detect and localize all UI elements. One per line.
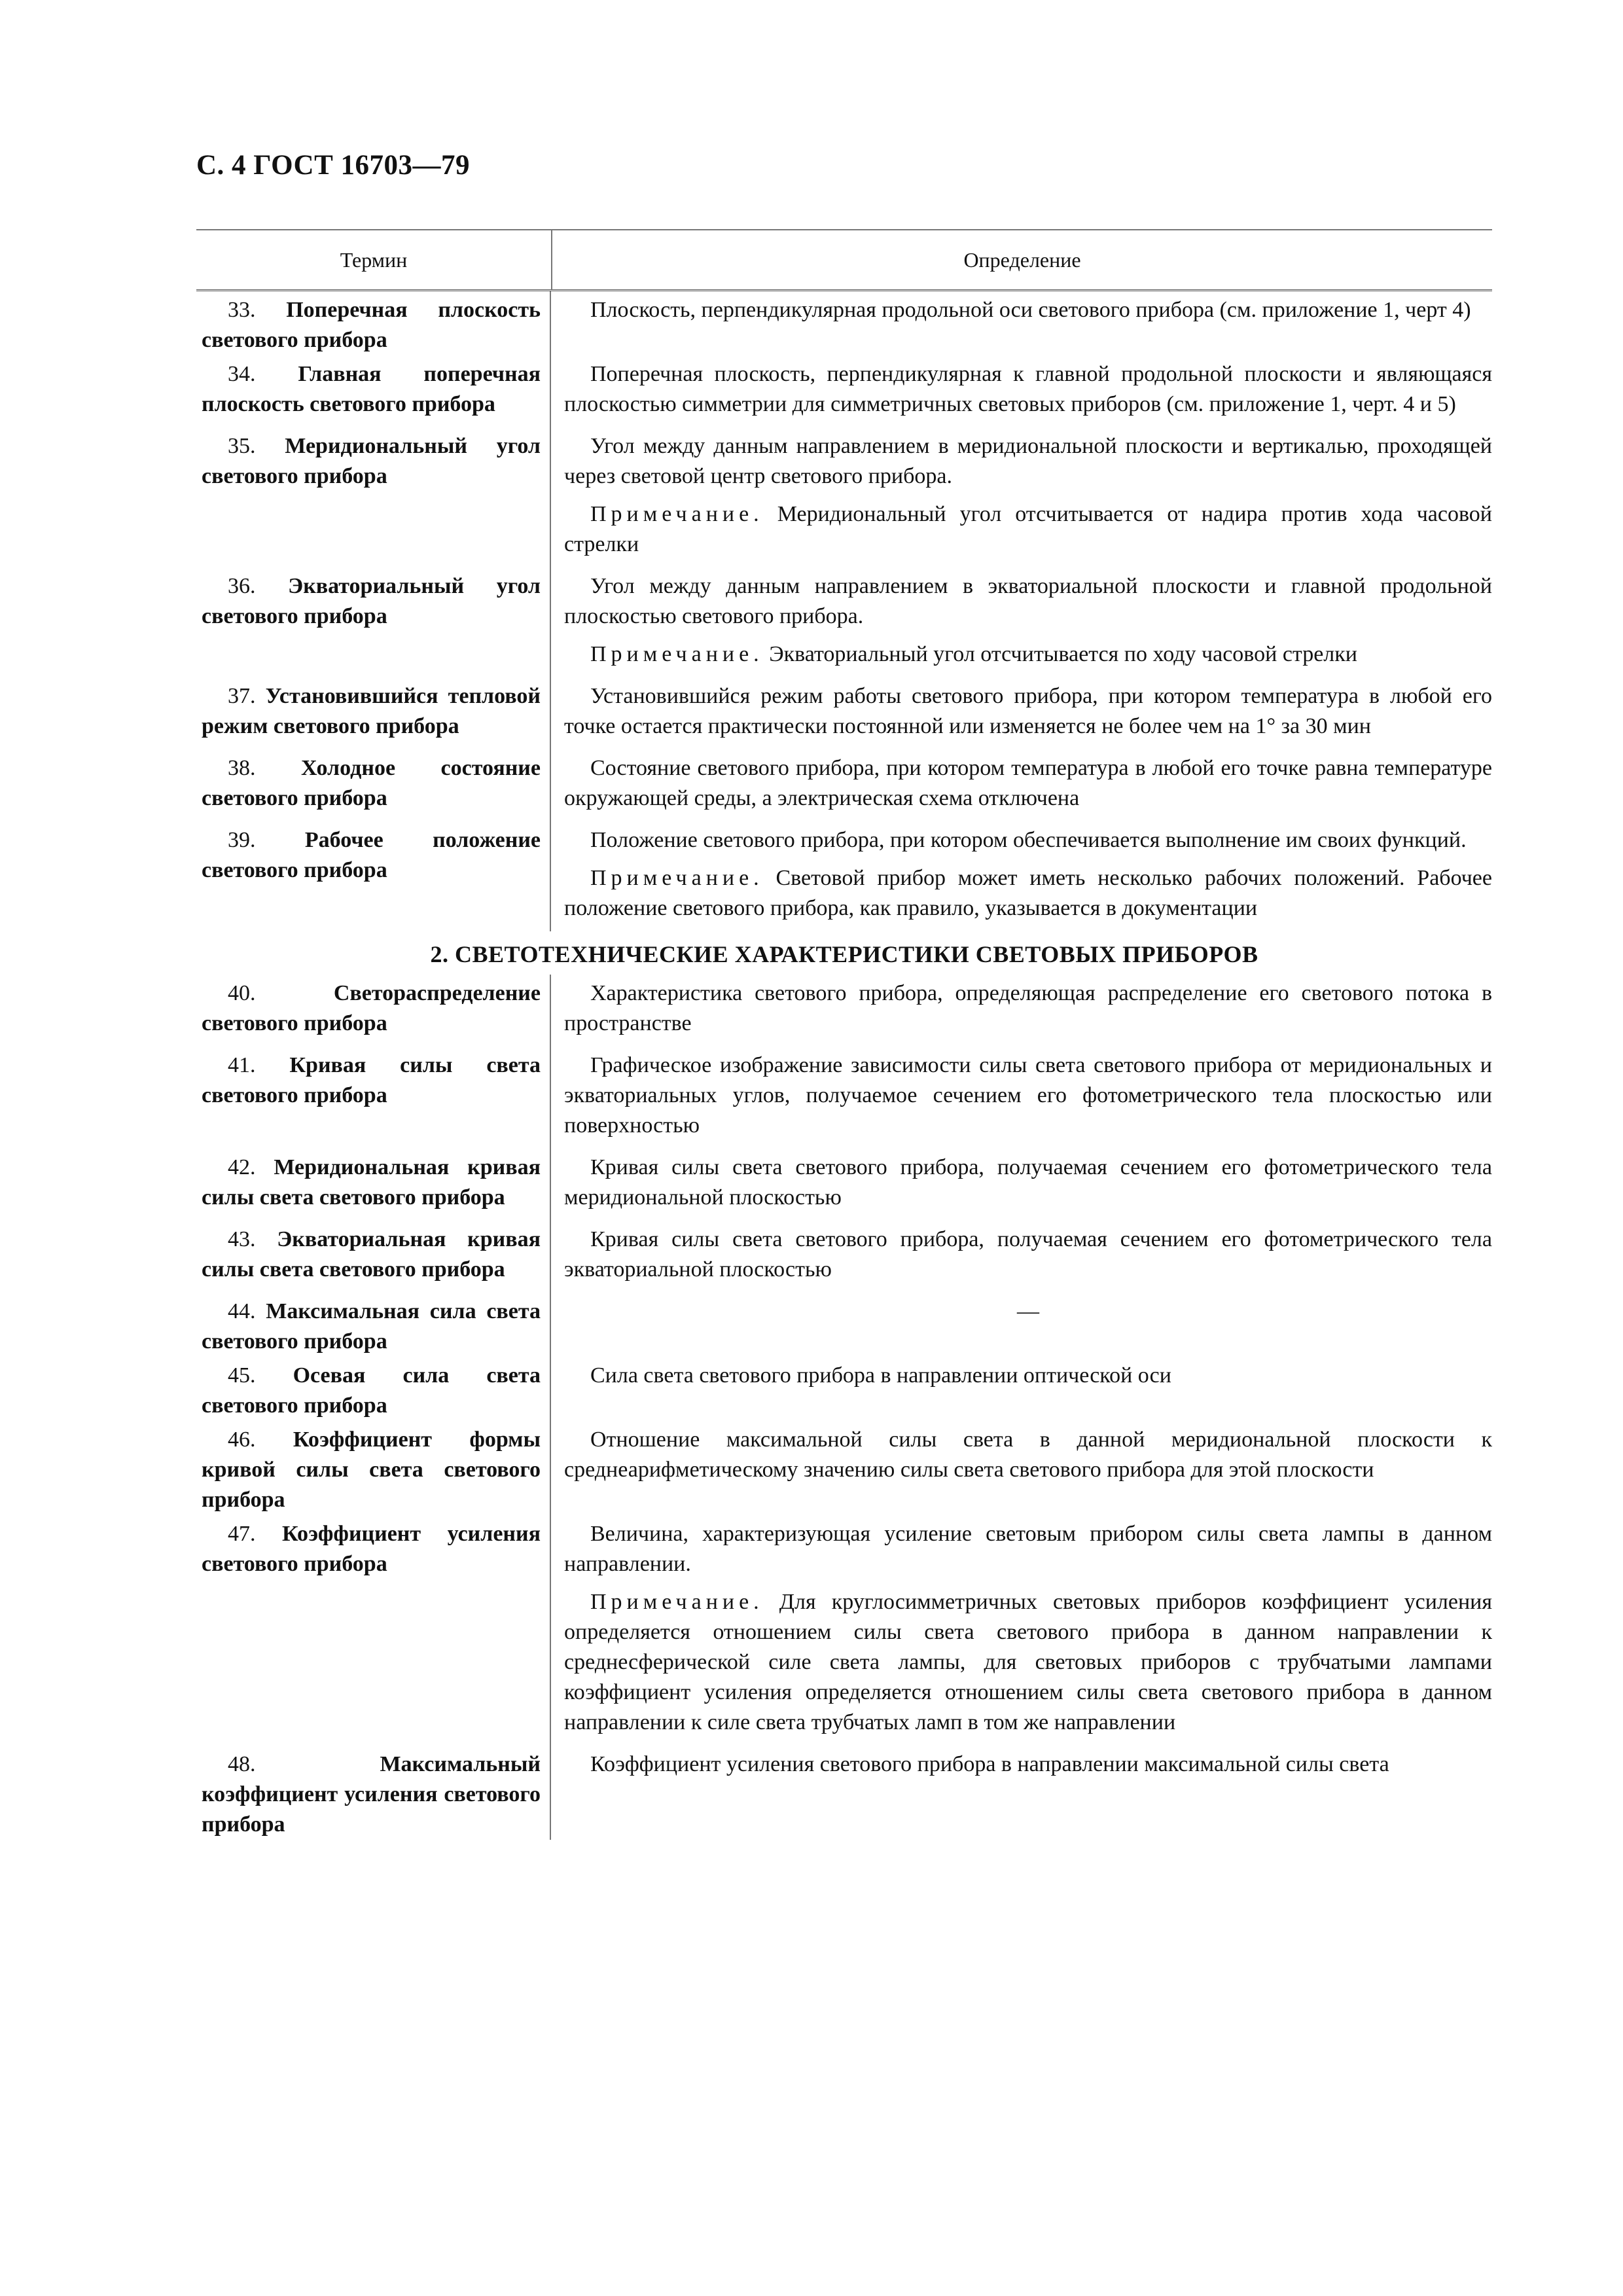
definition-cell xyxy=(551,1221,1492,1293)
definition-cell xyxy=(551,355,1492,427)
definition-cell xyxy=(551,291,1492,355)
definition-text: — xyxy=(1017,1299,1039,1323)
note-text: Меридиональный угол отсчитывается от надира против хода часовой стрелки xyxy=(564,502,1492,556)
term-number: 45. xyxy=(228,1363,256,1388)
term-text xyxy=(202,1297,541,1357)
term-name: Поперечная плоскость светового прибора xyxy=(202,298,541,352)
note-label: Примечание. xyxy=(590,642,764,666)
term-cell xyxy=(196,1357,551,1421)
term-name: Светораспределение светового прибора xyxy=(202,981,541,1035)
definition-text: Характеристика светового прибора, определяющая распределение его светового потока в пространстве xyxy=(564,981,1492,1035)
definition-cell xyxy=(551,1515,1492,1746)
section-2-rows xyxy=(196,975,1492,1840)
table-row xyxy=(196,1293,1492,1357)
table-row xyxy=(196,1746,1492,1840)
table-row xyxy=(196,677,1492,749)
term-text xyxy=(202,978,541,1039)
term-cell xyxy=(196,1221,551,1293)
term-text xyxy=(202,825,541,886)
table-row xyxy=(196,427,1492,567)
term-name: Кривая силы света светового прибора xyxy=(202,1053,541,1107)
definition-text: Кривая силы света светового прибора, получаемая сечением его фотометрического тела экваториальной плоскостью xyxy=(564,1227,1492,1282)
term-name: Экваториальная кривая силы света светового прибора xyxy=(202,1227,541,1282)
term-cell xyxy=(196,567,551,677)
section-2-title: 2. СВЕТОТЕХНИЧЕСКИЕ ХАРАКТЕРИСТИКИ СВЕТОВЫХ ПРИБОРОВ xyxy=(430,941,1258,967)
term-cell xyxy=(196,1047,551,1149)
note-label: Примечание. xyxy=(590,866,764,890)
term-number: 36. xyxy=(228,574,256,598)
table-row xyxy=(196,291,1492,355)
definition-cell xyxy=(551,1421,1492,1515)
table-row xyxy=(196,1515,1492,1746)
table-row xyxy=(196,821,1492,931)
term-cell xyxy=(196,975,551,1047)
term-text xyxy=(202,1225,541,1285)
term-text xyxy=(202,359,541,420)
term-number: 35. xyxy=(228,434,256,458)
term-number: 33. xyxy=(228,298,256,322)
term-text xyxy=(202,571,541,632)
term-cell xyxy=(196,1293,551,1357)
term-name: Максимальная сила света светового прибора xyxy=(202,1299,541,1354)
note-label: Примечание. xyxy=(590,502,764,526)
term-cell xyxy=(196,821,551,931)
term-cell xyxy=(196,1421,551,1515)
term-cell xyxy=(196,1515,551,1746)
table-row xyxy=(196,355,1492,427)
column-header-term: Термин xyxy=(196,230,552,289)
definition-cell xyxy=(551,1047,1492,1149)
definition-cell xyxy=(551,1357,1492,1421)
term-name: Рабочее положение светового прибора xyxy=(202,828,541,882)
term-number: 44. xyxy=(228,1299,256,1323)
definition-text: Сила света светового прибора в направлении оптической оси xyxy=(590,1363,1171,1388)
term-text xyxy=(202,753,541,814)
term-name: Осевая сила света светового прибора xyxy=(202,1363,541,1418)
term-name: Холодное состояние светового прибора xyxy=(202,756,541,810)
definition-cell xyxy=(551,677,1492,749)
definition-cell xyxy=(551,427,1492,567)
definition-cell xyxy=(551,567,1492,677)
term-cell xyxy=(196,427,551,567)
term-number: 43. xyxy=(228,1227,256,1251)
definition-text: Плоскость, перпендикулярная продольной оси светового прибора (см. приложение 1, черт 4) xyxy=(590,298,1471,322)
definition-text: Кривая силы света светового прибора, получаемая сечением его фотометрического тела меридиональной плоскостью xyxy=(564,1155,1492,1210)
note-label: Примечание. xyxy=(590,1590,764,1614)
term-number: 42. xyxy=(228,1155,256,1179)
definition-text: Угол между данным направлением в меридиональной плоскости и вертикалью, проходящей через световой центр светового прибора. xyxy=(564,434,1492,488)
definition-cell xyxy=(551,821,1492,931)
definition-text: Угол между данным направлением в экваториальной плоскости и главной продольной плоскостью светового прибора. xyxy=(564,574,1492,628)
terms-table xyxy=(196,229,1492,1840)
term-name: Коэффициент усиления светового прибора xyxy=(202,1522,541,1576)
term-cell xyxy=(196,677,551,749)
table-row xyxy=(196,975,1492,1047)
term-name: Главная поперечная плоскость светового прибора xyxy=(202,362,541,416)
definition-text: Состояние светового прибора, при котором температура в любой его точке равна температуре окружающей среды, а электрическая схема отключена xyxy=(564,756,1492,810)
term-number: 48. xyxy=(228,1752,256,1776)
term-cell xyxy=(196,291,551,355)
term-name: Меридиональная кривая силы света светового прибора xyxy=(202,1155,541,1210)
definition-cell xyxy=(551,1746,1492,1840)
table-row xyxy=(196,1421,1492,1515)
definition-text: Положение светового прибора, при котором обеспечивается выполнение им своих функций. xyxy=(590,828,1467,852)
term-text xyxy=(202,1153,541,1213)
definition-cell xyxy=(551,749,1492,821)
table-row xyxy=(196,1357,1492,1421)
term-text xyxy=(202,1519,541,1579)
table-header xyxy=(196,230,1492,291)
definition-cell xyxy=(551,975,1492,1047)
table-row xyxy=(196,567,1492,677)
note-text: Световой прибор может иметь несколько рабочих положений. Рабочее положение светового прибора, как правило, указывается в документации xyxy=(564,866,1492,920)
page-header: С. 4 ГОСТ 16703—79 xyxy=(196,150,471,181)
term-text xyxy=(202,681,541,742)
term-text xyxy=(202,1749,541,1840)
table-row xyxy=(196,1047,1492,1149)
term-number: 46. xyxy=(228,1427,256,1452)
term-text xyxy=(202,1050,541,1111)
table-row xyxy=(196,749,1492,821)
term-text xyxy=(202,1425,541,1515)
term-name: Установившийся тепловой режим светового прибора xyxy=(202,684,541,738)
definition-text: Коэффициент усиления светового прибора в направлении максимальной силы света xyxy=(590,1752,1389,1776)
definition-note xyxy=(564,639,1492,670)
term-number: 39. xyxy=(228,828,256,852)
term-text xyxy=(202,1361,541,1421)
term-text xyxy=(202,431,541,492)
term-number: 47. xyxy=(228,1522,256,1546)
term-number: 38. xyxy=(228,756,256,780)
term-name: Меридиональный угол светового прибора xyxy=(202,434,541,488)
term-text xyxy=(202,295,541,355)
column-header-definition: Определение xyxy=(963,247,1081,272)
note-text: Экваториальный угол отсчитывается по ходу часовой стрелки xyxy=(763,642,1357,666)
term-number: 40. xyxy=(228,981,256,1005)
term-cell xyxy=(196,355,551,427)
term-cell xyxy=(196,1746,551,1840)
term-name: Максимальный коэффициент усиления светового прибора xyxy=(202,1752,541,1837)
term-name: Коэффициент формы кривой силы света светового прибора xyxy=(202,1427,541,1512)
definition-text: Величина, характеризующая усиление световым прибором силы света лампы в данном направлении. xyxy=(564,1522,1492,1576)
definition-note xyxy=(564,499,1492,560)
table-row xyxy=(196,1149,1492,1221)
term-name: Экваториальный угол светового прибора xyxy=(202,574,541,628)
definition-cell xyxy=(551,1149,1492,1221)
definition-text: Графическое изображение зависимости силы света светового прибора от меридиональных и экваториальных углов, получаемое сечением его фотометрического тела плоскостью или поверхностью xyxy=(564,1053,1492,1138)
definition-text: Отношение максимальной силы света в данной меридиональной плоскости к среднеарифметическому значению силы света светового прибора для этой плоскости xyxy=(564,1427,1492,1482)
term-number: 34. xyxy=(228,362,256,386)
note-text: Для круглосимметричных световых приборов коэффициент усиления определяется отношением силы света светового прибора в данном направлении к среднесферической силе света лампы, для световых приборов с трубчатыми лампами коэффициент усиления определяется отношением силы света светового прибора в данном направлении к силе света трубчатых ламп в том же направлении xyxy=(564,1590,1492,1734)
definition-cell xyxy=(551,1293,1492,1357)
term-number: 37. xyxy=(228,684,256,708)
term-cell xyxy=(196,1149,551,1221)
definition-note xyxy=(564,1587,1492,1738)
definition-text: Поперечная плоскость, перпендикулярная к главной продольной плоскости и являющаяся плоскостью симметрии для симметричных световых приборов (см. приложение 1, черт. 4 и 5) xyxy=(564,362,1492,416)
term-cell xyxy=(196,749,551,821)
definition-text: Установившийся режим работы светового прибора, при котором температура в любой его точке остается практически постоянной или изменяется не более чем на 1° за 30 мин xyxy=(564,684,1492,738)
definition-note xyxy=(564,863,1492,924)
section-1-rows xyxy=(196,291,1492,931)
table-row xyxy=(196,1221,1492,1293)
term-number: 41. xyxy=(228,1053,256,1077)
